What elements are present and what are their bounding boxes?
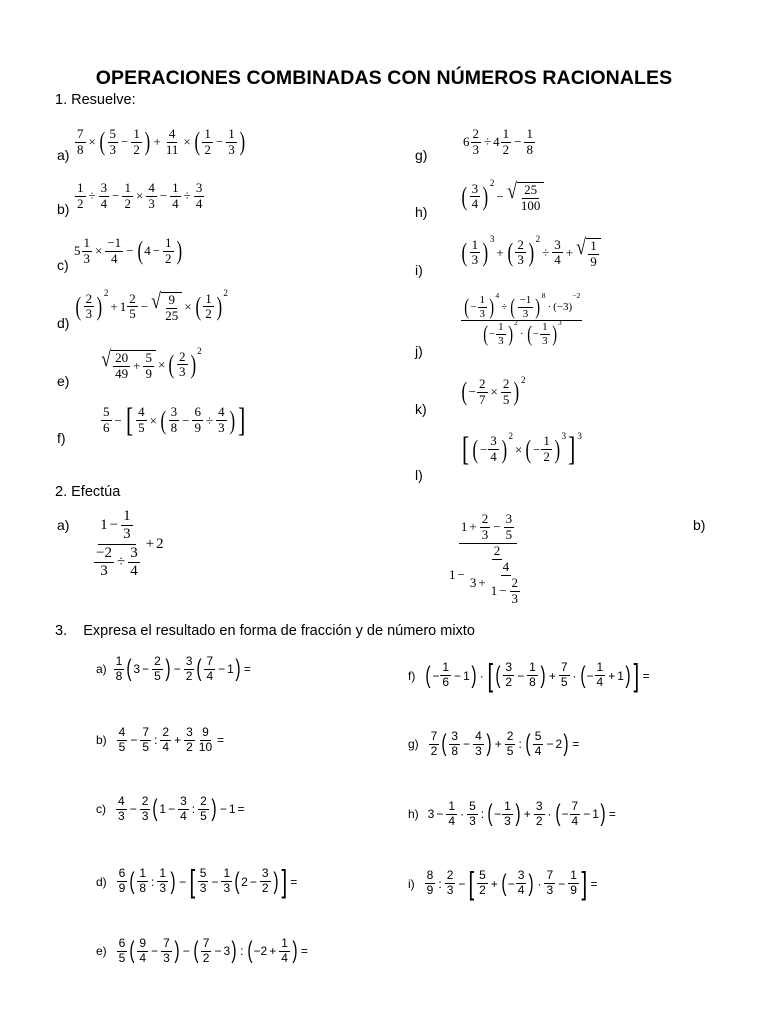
label-2b: b) (693, 517, 706, 533)
label-1j: j) (415, 343, 423, 359)
label-1k: k) (415, 401, 427, 417)
label-3e: e) (96, 944, 107, 959)
exercise-2a: 1 − $\frac{1}{3}$ $\frac{-2}{3}$ ÷ $\frac{3}{4}$ + 2 (96, 508, 164, 579)
exercise-3g: g) 7 2 ( 3 8 − $\frac{4}{3}$ ) + $\frac{2}{5}$ : ( 5 4 − 2 ) = (408, 729, 580, 758)
label-1d: d) (57, 315, 70, 331)
exercise-1f: 5 6 − [ $\frac{4}{5}$ × ( 3 8 − $\frac{6}{9}$ ÷ $\frac{4}{3}$ ) ] (103, 402, 246, 439)
exercise-3c: c) 4 3 − $\frac{2}{3}$ ( 1 − $\frac{3}{4}$ : 2 5 ) − 1 = (96, 794, 245, 823)
exercise-1i: ( 1 3 ) 3 + ( 2 3 ) 2 ÷ $\frac{3}{4}$ + √ 1 9 (460, 236, 601, 270)
label-1f: f) (57, 430, 66, 446)
label-3b: b) (96, 733, 107, 748)
label-3g: g) (408, 737, 419, 752)
label-1i: i) (415, 262, 423, 278)
exercise-3d: d) 6 9 ( 1 8 : 1 3 ) − [ 5 3 − $\frac{1}{3}$ ( 2 − $\frac{3}{2}$ ) ] = (96, 864, 298, 899)
exercise-1g: 6 $\frac{2}{3}$ ÷ 4 1 2 − $\frac{1}{8}$ (463, 126, 533, 157)
exercise-3h: h) 3 − $\frac{1}{4}$ · 5 3 : ( − $\frac{1}{3}$ ) + $\frac{3}{2}$ · ( − $\frac{7}{4}$ − 1 ) = (408, 799, 616, 828)
exercise-3a: a) 1 8 ( 3 − $\frac{2}{5}$ ) − $\frac{3}{2}$ ( 7 4 − 1 ) = (96, 654, 251, 683)
label-1l: l) (415, 467, 423, 483)
exercise-1l: [ ( − $\frac{3}{4}$ ) 2 × ( − $\frac{1}{2}$ ) 3 ] 3 (461, 431, 582, 468)
label-1g: g) (415, 147, 428, 163)
exercise-3f: f) ( − $\frac{1}{6}$ − 1 ) · [ ( 3 2 − $\frac{1}{8}$ ) + $\frac{7}{5}$ · ( − $\frac{1}{4}$ + 1 ) ] = (408, 658, 650, 693)
section-3-heading: 3. Expresa el resultado en forma de fracción y de número mixto (55, 623, 475, 639)
exercise-1e: √ 20 49 + $\frac{5}{9}$ × ( 2 3 ) 2 (101, 346, 202, 381)
exercise-1d: ( 2 3 ) 2 + 1 2 5 − √ 9 25 × ( 1 2 ) 2 (75, 288, 228, 323)
exercise-1j: ( − $\frac{1}{3}$ ) 4 ÷ ( −1 3 ) 8 · (−3) −2 ( − $\frac{1}{3}$ ) 2 · ( − $\frac{1}{3}$ ) 3 (460, 294, 583, 348)
exercise-1a: $\frac{7}{8}$ × ( 5 3 − $\frac{1}{2}$ ) + $\frac{4}{11}$ × ( 1 2 − $\frac{1}{3}$ ) (77, 126, 245, 157)
exercise-1b: $\frac{1}{2}$ ÷ $\frac{3}{4}$ − $\frac{1}{2}$ × $\frac{4}{3}$ − $\frac{1}{4}$ ÷ $\frac{3}{4}$ (77, 180, 203, 211)
section-1-heading: 1. Resuelve: (55, 92, 136, 108)
exercise-1k: ( − $\frac{2}{7}$ × $\frac{2}{5}$ ) 2 (461, 375, 526, 407)
label-1e: e) (57, 373, 70, 389)
exercise-1h: ( 3 4 ) 2 − √ 25 100 (460, 180, 544, 214)
exercise-3e: e) 6 5 ( 9 4 − $\frac{7}{3}$ ) − ( 7 2 − 3 ) : ( −2 + $\frac{1}{4}$ ) = (96, 936, 308, 965)
label-3h: h) (408, 807, 419, 822)
page-title: OPERACIONES COMBINADAS CON NÚMEROS RACIONALES (95, 67, 673, 89)
label-2a: a) (57, 517, 70, 533)
label-3f: f) (408, 668, 416, 683)
label-3i: i) (408, 876, 415, 891)
label-1a: a) (57, 147, 70, 163)
label-3c: c) (96, 802, 106, 817)
exercise-3b: b) 4 5 − $\frac{7}{5}$ : 2 4 + $\frac{3}{2}$ $\frac{9}{10}$ = (96, 725, 225, 754)
exercise-1c: 5 $\frac{1}{3}$ × $\frac{-1}{4}$ − ( 4 − $\frac{1}{2}$ ) (74, 235, 182, 266)
label-3a: a) (96, 662, 107, 677)
exercise-2b: 1 + $\frac{2}{3}$ − $\frac{3}{5}$ 1 − 2 3 + 4 1 − $\frac{2}{3}$ (449, 511, 519, 606)
label-1h: h) (415, 204, 428, 220)
exercise-3i: i) 8 9 : 2 3 − [ 5 2 + ( − $\frac{3}{4}$ ) · 7 3 − $\frac{1}{9}$ ] = (408, 866, 598, 901)
label-1b: b) (57, 201, 70, 217)
label-1c: c) (57, 257, 69, 273)
section-2-heading: 2. Efectúa (55, 484, 121, 500)
label-3d: d) (96, 874, 107, 889)
